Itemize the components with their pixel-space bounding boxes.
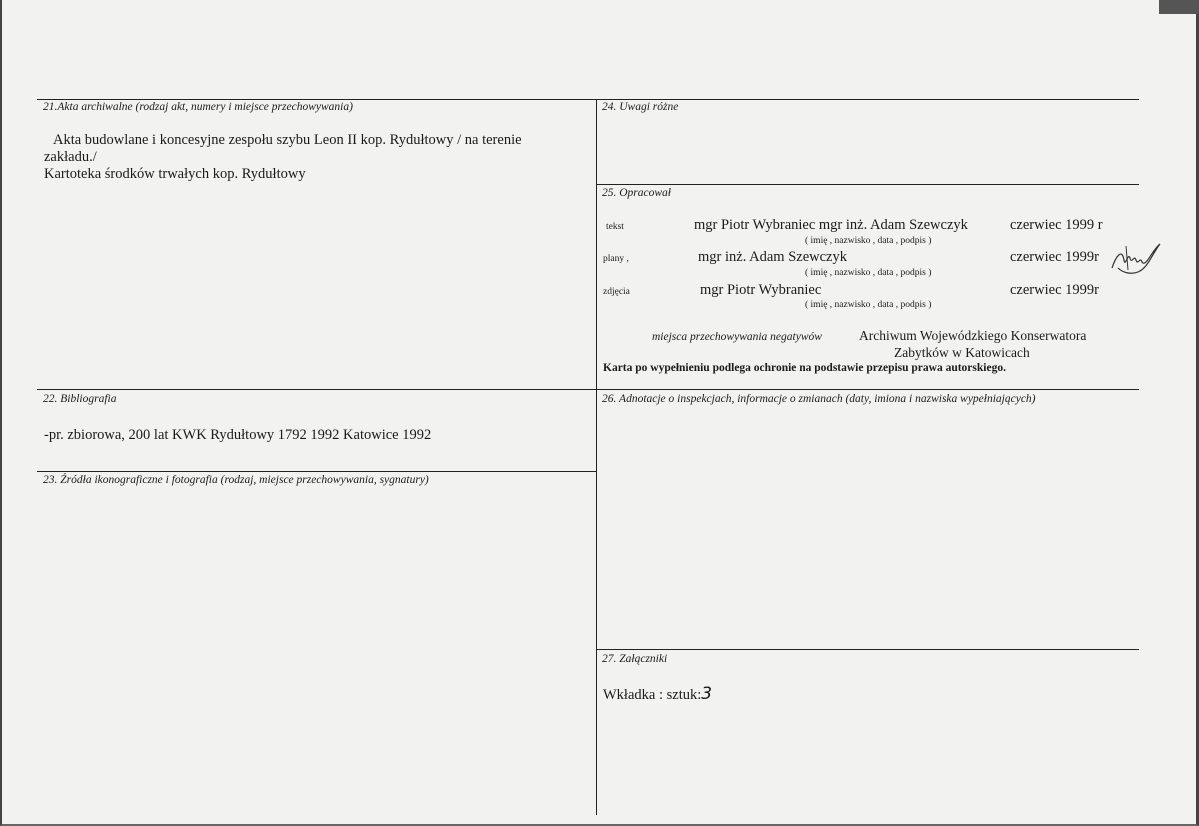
row-plany-kind: plany , [603, 254, 629, 264]
row-plany-caption: ( imię , nazwisko , data , podpis ) [805, 268, 932, 278]
section-27-label: 27. Załączniki [602, 653, 668, 665]
attachments-label: Wkładka : sztuk: [603, 687, 702, 703]
copyright-note: Karta po wypełnieniu podlega ochronie na podstawie przepisu prawa autorskiego. [603, 362, 1006, 374]
corner-mark [1159, 0, 1199, 14]
row-zdjecia-names: mgr Piotr Wybraniec [700, 282, 822, 298]
section-22-label: 22. Bibliografia [43, 393, 117, 405]
section-21-line-2: zakładu./ [44, 149, 97, 165]
negatives-value-1: Archiwum Wojewódzkiego Konserwatora [859, 328, 1087, 343]
rule-middle [596, 99, 597, 815]
section-22-line-1: -pr. zbiorowa, 200 lat KWK Rydułtowy 1792 1992 Katowice 1992 [44, 427, 432, 443]
row-tekst-names: mgr Piotr Wybraniec mgr inż. Adam Szewczyk [694, 217, 968, 233]
section-21-label: 21.Akta archiwalne (rodzaj akt, numery i miejsce przechowywania) [43, 101, 353, 113]
row-plany-date: czerwiec 1999r [1010, 249, 1099, 265]
rule-23 [37, 471, 596, 472]
section-24-label: 24. Uwagi różne [602, 101, 679, 113]
negatives-value-2: Zabytków w Katowicach [894, 345, 1030, 360]
section-21-line-1: Akta budowlane i koncesyjne zespołu szybu Leon II kop. Rydułtowy / na terenie [53, 132, 522, 148]
section-21-line-3: Kartoteka środków trwałych kop. Rydułtowy [44, 166, 306, 182]
rule-27 [596, 649, 1139, 650]
attachments-line [603, 684, 712, 704]
attachments-count: 3 [701, 684, 713, 704]
row-zdjecia-date: czerwiec 1999r [1010, 282, 1099, 298]
row-plany-names: mgr inż. Adam Szewczyk [698, 249, 847, 265]
rule-top [37, 99, 1139, 100]
row-zdjecia-kind: zdjęcia [603, 287, 630, 297]
row-tekst-date: czerwiec 1999 r [1010, 217, 1103, 233]
section-23-label: 23. Źródła ikonograficzne i fotografia (rodzaj, miejsce przechowywania, sygnatury) [43, 474, 429, 486]
row-zdjecia-caption: ( imię , nazwisko , data , podpis ) [805, 300, 932, 310]
section-26-label: 26. Adnotacje o inspekcjach, informacje o zmianach (daty, imiona i nazwiska wypełniających) [602, 393, 1036, 405]
signature-image [1108, 238, 1164, 278]
rule-22-26 [37, 389, 1139, 390]
negatives-label: miejsca przechowywania negatywów [652, 331, 822, 343]
rule-25 [596, 184, 1139, 185]
row-tekst-caption: ( imię , nazwisko , data , podpis ) [805, 236, 932, 246]
section-25-label: 25. Opracował [602, 187, 671, 199]
row-tekst-kind: tekst [606, 222, 624, 232]
